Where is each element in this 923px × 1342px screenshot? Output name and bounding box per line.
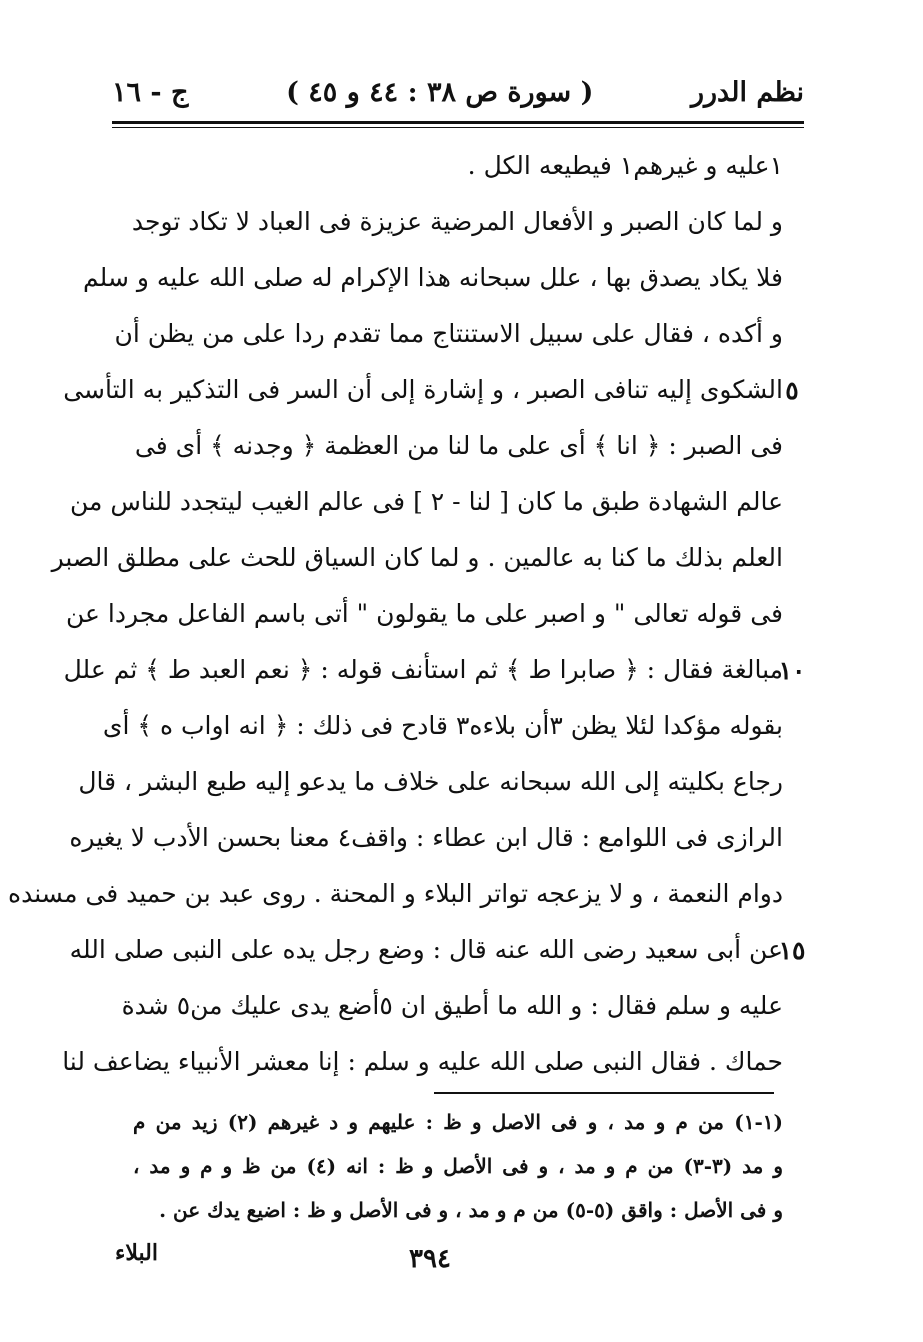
line-number-10: ١٠: [778, 656, 806, 685]
text-line: مبالغة فقال : ﴿ صابرا ط ﴾ ثم استأنف قوله : ﴿ نعم العبد ط ﴾ ثم علل: [63, 655, 783, 684]
text-line: فلا يكاد يصدق بها ، علل سبحانه هذا الإكرام له صلى الله عليه و سلم: [83, 263, 783, 292]
text-line: رجاع بكليته إلى الله سبحانه على خلاف ما يدعو إليه طبع البشر ، قال: [78, 767, 783, 796]
text-line: عليه و سلم فقال : و الله ما أطيق ان ٥أضع يدى عليك من٥ شدة: [121, 991, 783, 1020]
text-line: العلم بذلك ما كنا به عالمين . و لما كان السياق للحث على مطلق الصبر: [51, 543, 783, 572]
text-line: بقوله مؤكدا لئلا يظن ٣أن بلاءه٣ قادح فى ذلك : ﴿ انه اواب ه ﴾ أى: [102, 711, 783, 740]
catchword: البلاء: [115, 1240, 158, 1266]
text-line: عن أبى سعيد رضى الله عنه قال : وضع رجل يده على النبى صلى الله: [69, 935, 783, 964]
text-line: حماك . فقال النبى صلى الله عليه و سلم : إنا معشر الأنبياء يضاعف لنا: [62, 1047, 783, 1076]
book-title: نظم الدرر: [690, 76, 804, 108]
text-line: و أكده ، فقال على سبيل الاستنتاج مما تقدم ردا على من يظن أن: [114, 319, 783, 348]
text-line: دوام النعمة ، و لا يزعجه تواتر البلاء و المحنة . روى عبد بن حميد فى مسنده: [8, 879, 783, 908]
footnote-rule: [434, 1092, 774, 1094]
footnote-line: (١-١) من م و مد ، و فى الاصل و ظ : عليهم و د غيرهم (٢) زيد من م: [133, 1110, 783, 1134]
text-line: الشكوى إليه تنافى الصبر ، و إشارة إلى أن السر فى التذكير به التأسى: [63, 375, 783, 404]
footnote-line: و فى الأصل : واقق (٥-٥) من م و مد ، و فى الأصل و ظ : اضيع يدك عن .: [159, 1198, 783, 1222]
page-number: ٣٩٤: [409, 1244, 451, 1274]
text-line: عالم الشهادة طبق ما كان [ لنا - ٢ ] فى عالم الغيب ليتجدد للناس من: [70, 487, 783, 516]
text-line: و لما كان الصبر و الأفعال المرضية عزيزة فى العباد لا تكاد توجد: [131, 207, 783, 236]
text-line: الرازى فى اللوامع : قال ابن عطاء : واقف٤ معنا بحسن الأدب لا يغيره: [69, 823, 783, 852]
line-number-15: ١٥: [778, 936, 806, 965]
footnote-line: و مد (٣-٣) من م و مد ، و فى الأصل و ظ : انه (٤) من ظ و م و مد ،: [133, 1154, 783, 1178]
text-line: فى الصبر : ﴿ انا ﴾ أى على ما لنا من العظمة ﴿ وجدنه ﴾ أى فى: [134, 431, 783, 460]
surah-reference: ( سورة ص ٣٨ : ٤٤ و ٤٥ ): [286, 76, 594, 108]
line-number-5: ٥: [785, 376, 799, 405]
text-line: ١عليه و غيرهم١ فيطيعه الكل .: [467, 151, 783, 180]
text-line: فى قوله تعالى " و اصبر على ما يقولون " أتى باسم الفاعل مجردا عن: [66, 599, 783, 628]
volume-number: ج - ١٦: [112, 76, 189, 108]
